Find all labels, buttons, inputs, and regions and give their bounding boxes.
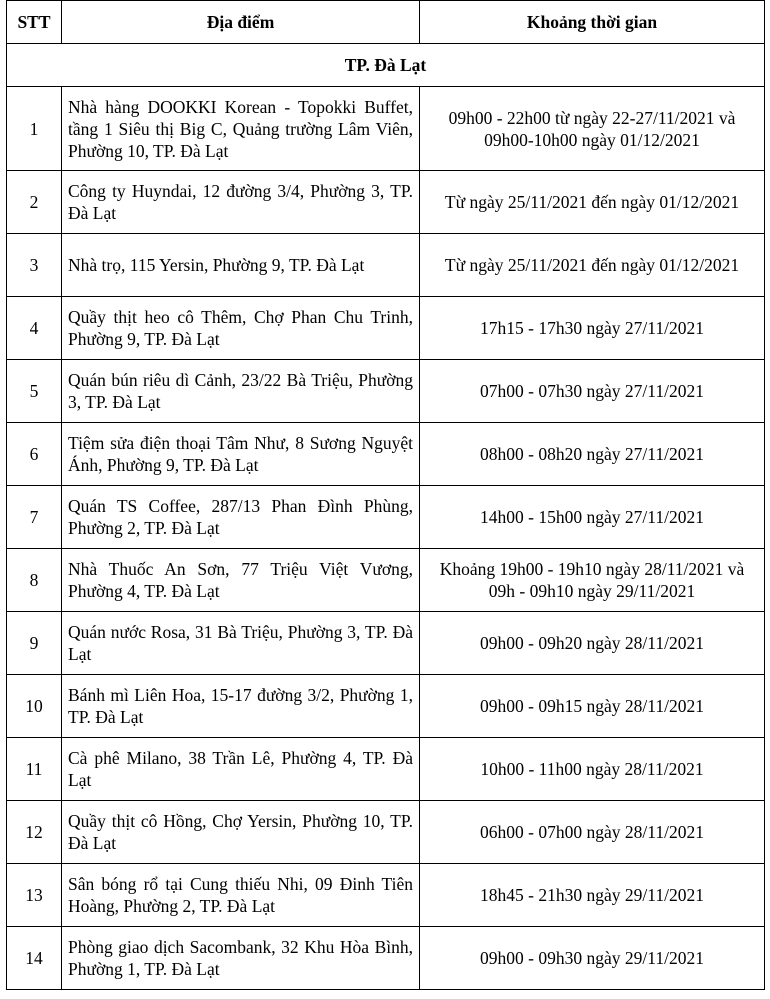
row-time: 06h00 - 07h00 ngày 28/11/2021 — [420, 801, 765, 864]
row-time: 09h00 - 09h30 ngày 29/11/2021 — [420, 927, 765, 990]
row-place: Sân bóng rổ tại Cung thiếu Nhi, 09 Đinh Tiên Hoàng, Phường 2, TP. Đà Lạt — [62, 864, 420, 927]
row-place: Công ty Huyndai, 12 đường 3/4, Phường 3, TP. Đà Lạt — [62, 171, 420, 234]
header-time: Khoảng thời gian — [420, 1, 765, 44]
row-time: 09h00 - 09h20 ngày 28/11/2021 — [420, 612, 765, 675]
row-stt: 10 — [7, 675, 62, 738]
row-stt: 4 — [7, 297, 62, 360]
row-time: Từ ngày 25/11/2021 đến ngày 01/12/2021 — [420, 171, 765, 234]
table-row — [7, 171, 765, 234]
table-row — [7, 675, 765, 738]
row-stt: 13 — [7, 864, 62, 927]
table-row — [7, 360, 765, 423]
row-stt: 7 — [7, 486, 62, 549]
table-row — [7, 801, 765, 864]
table-row — [7, 486, 765, 549]
row-stt: 12 — [7, 801, 62, 864]
table-row — [7, 423, 765, 486]
row-stt: 8 — [7, 549, 62, 612]
row-time: 08h00 - 08h20 ngày 27/11/2021 — [420, 423, 765, 486]
row-stt: 3 — [7, 234, 62, 297]
row-place: Quầy thịt cô Hồng, Chợ Yersin, Phường 10, TP. Đà Lạt — [62, 801, 420, 864]
table-row — [7, 549, 765, 612]
row-stt: 9 — [7, 612, 62, 675]
row-stt: 6 — [7, 423, 62, 486]
row-time: Từ ngày 25/11/2021 đến ngày 01/12/2021 — [420, 234, 765, 297]
table-row — [7, 297, 765, 360]
row-stt: 5 — [7, 360, 62, 423]
row-time: 09h00 - 09h15 ngày 28/11/2021 — [420, 675, 765, 738]
row-time: 10h00 - 11h00 ngày 28/11/2021 — [420, 738, 765, 801]
row-place: Phòng giao dịch Sacombank, 32 Khu Hòa Bình, Phường 1, TP. Đà Lạt — [62, 927, 420, 990]
table-row — [7, 927, 765, 990]
header-row — [7, 1, 765, 44]
row-place: Cà phê Milano, 38 Trần Lê, Phường 4, TP. Đà Lạt — [62, 738, 420, 801]
row-place: Nhà trọ, 115 Yersin, Phường 9, TP. Đà Lạt — [62, 234, 420, 297]
row-time: 09h00 - 22h00 từ ngày 22-27/11/2021 và 09h00-10h00 ngày 01/12/2021 — [420, 87, 765, 171]
row-time: 17h15 - 17h30 ngày 27/11/2021 — [420, 297, 765, 360]
table-row — [7, 864, 765, 927]
row-stt: 1 — [7, 87, 62, 171]
table-row — [7, 738, 765, 801]
row-place: Nhà Thuốc An Sơn, 77 Triệu Việt Vương, Phường 4, TP. Đà Lạt — [62, 549, 420, 612]
row-place: Tiệm sửa điện thoại Tâm Như, 8 Sương Nguyệt Ánh, Phường 9, TP. Đà Lạt — [62, 423, 420, 486]
row-stt: 11 — [7, 738, 62, 801]
row-time: Khoảng 19h00 - 19h10 ngày 28/11/2021 và 09h - 09h10 ngày 29/11/2021 — [420, 549, 765, 612]
header-place: Địa điểm — [62, 1, 420, 44]
locations-table — [6, 0, 765, 990]
header-stt: STT — [7, 1, 62, 44]
row-stt: 14 — [7, 927, 62, 990]
row-time: 14h00 - 15h00 ngày 27/11/2021 — [420, 486, 765, 549]
section-title: TP. Đà Lạt — [7, 44, 765, 87]
row-time: 07h00 - 07h30 ngày 27/11/2021 — [420, 360, 765, 423]
row-place: Quán TS Coffee, 287/13 Phan Đình Phùng, Phường 2, TP. Đà Lạt — [62, 486, 420, 549]
row-place: Nhà hàng DOOKKI Korean - Topokki Buffet, tầng 1 Siêu thị Big C, Quảng trường Lâm Viên, Phường 10, TP. Đà Lạt — [62, 87, 420, 171]
row-place: Bánh mì Liên Hoa, 15-17 đường 3/2, Phường 1, TP. Đà Lạt — [62, 675, 420, 738]
row-stt: 2 — [7, 171, 62, 234]
row-place: Quán bún riêu dì Cảnh, 23/22 Bà Triệu, Phường 3, TP. Đà Lạt — [62, 360, 420, 423]
table-row — [7, 87, 765, 171]
table-row — [7, 612, 765, 675]
row-time: 18h45 - 21h30 ngày 29/11/2021 — [420, 864, 765, 927]
row-place: Quầy thịt heo cô Thêm, Chợ Phan Chu Trinh, Phường 9, TP. Đà Lạt — [62, 297, 420, 360]
table-row — [7, 234, 765, 297]
row-place: Quán nước Rosa, 31 Bà Triệu, Phường 3, TP. Đà Lạt — [62, 612, 420, 675]
section-row — [7, 44, 765, 87]
